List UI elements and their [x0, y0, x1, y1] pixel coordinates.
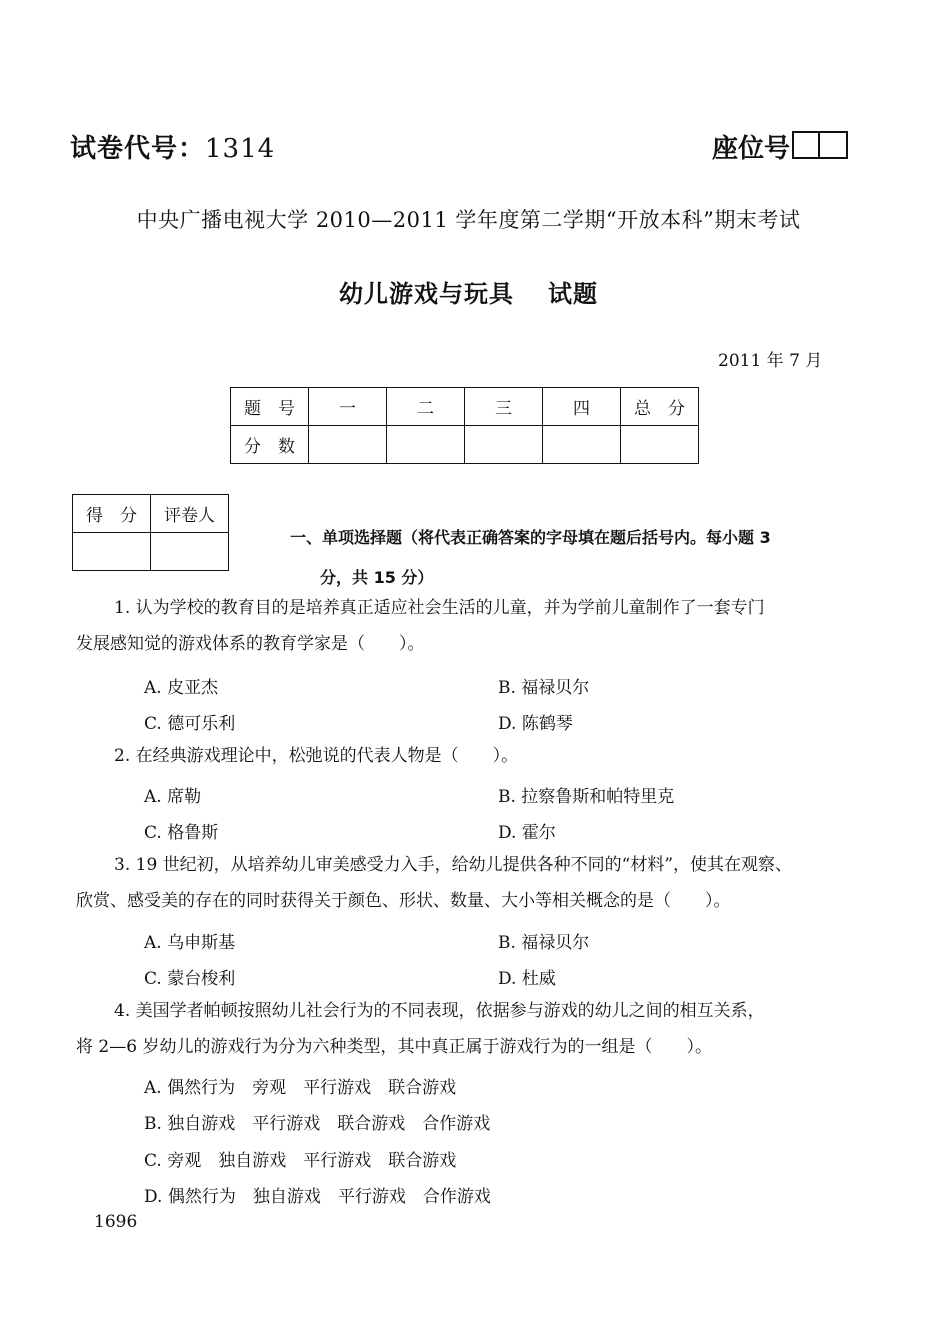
option-c: C. 旁观 独自游戏 平行游戏 联合游戏: [144, 1151, 457, 1171]
section-heading-line1: 一、单项选择题（将代表正确答案的字母填在题后括号内。每小题 3: [290, 528, 771, 547]
option-b: B. 福禄贝尔: [498, 933, 590, 953]
question-1: [76, 590, 866, 662]
score-table-header-row: [231, 388, 699, 426]
question-text: 欣赏、感受美的存在的同时获得关于颜色、形状、数量、大小等相关概念的是（ ）。: [76, 891, 731, 911]
option-a: A. 乌申斯基: [144, 933, 236, 953]
question-text: 将 2—6 岁幼儿的游戏行为分为六种类型，其中真正属于游戏行为的一组是（ ）。: [76, 1037, 712, 1057]
score-cell: 题 号: [231, 388, 309, 426]
question-2: [76, 738, 866, 774]
section-heading: [290, 518, 870, 598]
grader-name-label: 评卷人: [151, 495, 229, 533]
question-text: 1. 认为学校的教育目的是培养真正适应社会生活的儿童，并为学前儿童制作了一套专门: [114, 598, 765, 618]
page-number: 1696: [94, 1212, 138, 1232]
question-4: [76, 993, 866, 1065]
option-b: B. 福禄贝尔: [498, 678, 590, 698]
seat-number: [712, 128, 848, 165]
question-text: 4. 美国学者帕顿按照幼儿社会行为的不同表现，依据参与游戏的幼儿之间的相互关系，: [114, 1001, 765, 1021]
paper-code-label: 试卷代号：: [70, 134, 206, 164]
seat-box: [792, 131, 820, 159]
score-cell: 总 分: [621, 388, 699, 426]
section-heading-line2: 分，共 15 分）: [320, 568, 434, 587]
paper-code-value: 1314: [205, 134, 276, 164]
option-a: A. 偶然行为 旁观 平行游戏 联合游戏: [144, 1078, 457, 1098]
question-text: 2. 在经典游戏理论中，松弛说的代表人物是（ ）。: [114, 746, 519, 766]
option-b: B. 独自游戏 平行游戏 联合游戏 合作游戏: [144, 1114, 491, 1134]
grader-blank-cell[interactable]: [151, 533, 229, 571]
subject-title: [0, 274, 937, 309]
option-c: C. 格鲁斯: [144, 823, 219, 843]
score-blank-cell[interactable]: [621, 426, 699, 464]
option-a: A. 席勒: [144, 787, 202, 807]
score-table: [230, 387, 699, 464]
question-3: [76, 847, 866, 919]
option-b: B. 拉察鲁斯和帕特里克: [498, 787, 675, 807]
paper-code: [70, 128, 275, 165]
seat-boxes: [792, 131, 848, 159]
score-cell: 四: [543, 388, 621, 426]
score-cell: 二: [387, 388, 465, 426]
subject-suffix: 试题: [548, 280, 598, 308]
subject-name: 幼儿游戏与玩具: [339, 280, 514, 308]
option-d: D. 杜威: [498, 969, 556, 989]
option-d: D. 霍尔: [498, 823, 556, 843]
score-blank-cell[interactable]: [543, 426, 621, 464]
score-blank-cell[interactable]: [465, 426, 543, 464]
exam-title: 中央广播电视大学 2010—2011 学年度第二学期“开放本科”期末考试: [136, 208, 801, 232]
option-d: D. 偶然行为 独自游戏 平行游戏 合作游戏: [144, 1187, 491, 1207]
grader-score-label: 得 分: [73, 495, 151, 533]
score-blank-cell[interactable]: [309, 426, 387, 464]
score-cell: 分 数: [231, 426, 309, 464]
grader-table: [72, 494, 229, 571]
option-a: A. 皮亚杰: [144, 678, 219, 698]
option-c: C. 德可乐利: [144, 714, 236, 734]
option-d: D. 陈鹤琴: [498, 714, 573, 734]
seat-box: [820, 131, 848, 159]
question-text: 发展感知觉的游戏体系的教育学家是（ ）。: [76, 634, 425, 654]
grader-blank-cell[interactable]: [73, 533, 151, 571]
score-cell: 三: [465, 388, 543, 426]
score-blank-cell[interactable]: [387, 426, 465, 464]
seat-label: 座位号: [712, 134, 791, 164]
exam-date: 2011 年 7 月: [718, 351, 823, 371]
question-text: 3. 19 世纪初，从培养幼儿审美感受力入手，给幼儿提供各种不同的“材料”，使其在观察、: [114, 855, 793, 875]
score-cell: 一: [309, 388, 387, 426]
score-table-value-row: [231, 426, 699, 464]
option-c: C. 蒙台梭利: [144, 969, 236, 989]
